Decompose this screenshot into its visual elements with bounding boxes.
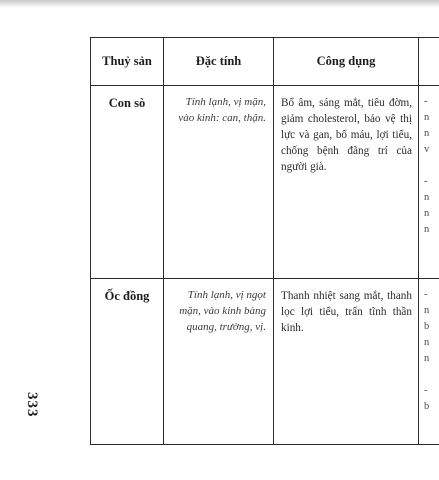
page-top-shadow — [0, 0, 439, 8]
table-row — [91, 279, 439, 445]
header-cut-column — [419, 38, 439, 86]
header-uses: Công dụng — [274, 38, 419, 86]
seafood-traits: Tính lạnh, vị mặn, vào kinh: can, thận. — [164, 86, 274, 279]
seafood-name: Ốc đồng — [91, 279, 164, 445]
header-seafood: Thuỷ sản — [91, 38, 164, 86]
seafood-properties-table — [90, 37, 439, 445]
seafood-uses: Thanh nhiệt sang mắt, thanh lọc lợi tiểu, trấn tĩnh thần kinh. — [274, 279, 419, 445]
page-number: 333 — [24, 392, 40, 418]
cut-off-column-text: - n n v - n n n — [419, 86, 439, 279]
table-header-row — [91, 38, 439, 86]
table-row — [91, 86, 439, 279]
header-traits: Đặc tính — [164, 38, 274, 86]
seafood-uses: Bổ âm, sáng mắt, tiêu đờm, giảm cholesterol, bảo vệ thị lực và gan, bổ máu, lợi tiểu, chống bệnh đãng trí của người già. — [274, 86, 419, 279]
seafood-name: Con sò — [91, 86, 164, 279]
seafood-traits: Tính lạnh, vị ngọt mặn, vào kinh bàng quang, trường, vị. — [164, 279, 274, 445]
cut-off-column-text: - n b n n - b — [419, 279, 439, 445]
